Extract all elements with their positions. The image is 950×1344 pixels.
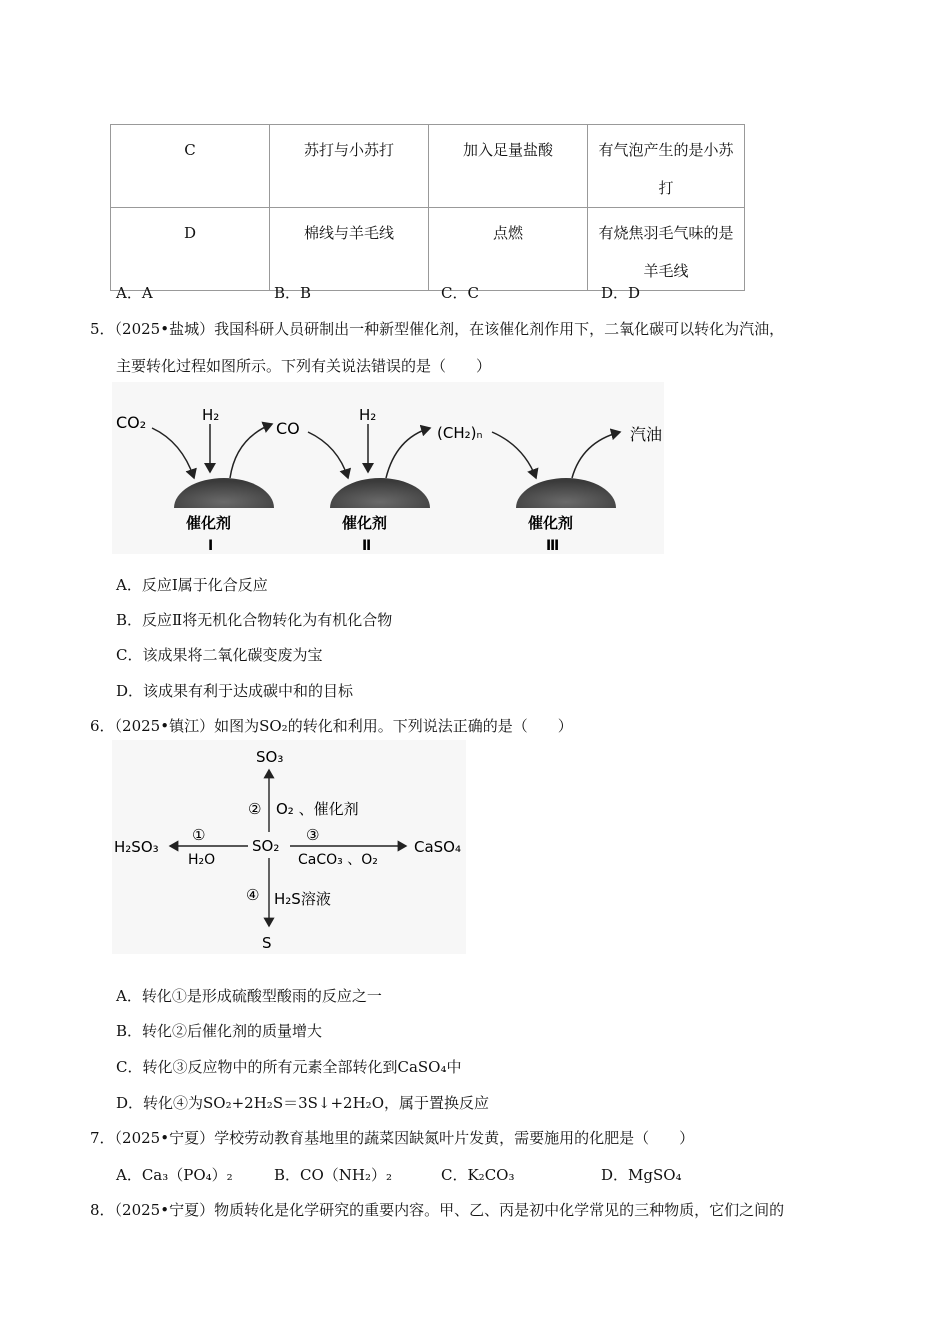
q6-option-d[interactable]: D．转化④为SO₂+2H₂S＝3S↓+2H₂O，属于置换反应	[116, 1094, 489, 1112]
q5-stem-line2: 主要转化过程如图所示。下列有关说法错误的是（ ）	[116, 357, 492, 375]
table-cell: 苏打与小苏打	[270, 125, 429, 208]
table-row	[111, 125, 745, 208]
q5-stem	[90, 318, 784, 339]
question-text: 的转化和利用。下列说法正确的是（ ）	[287, 717, 573, 735]
q5-option-c[interactable]: C．该成果将二氧化碳变废为宝	[116, 646, 323, 664]
table-cell: 棉线与羊毛线	[270, 208, 429, 291]
cell-line: 有烧焦羽毛气味的是	[598, 224, 734, 242]
q6-stem	[90, 715, 573, 736]
q6-option-a[interactable]: A．转化①是形成硫酸型酸雨的反应之一	[116, 987, 382, 1005]
cell-line: 有气泡产生的是小苏	[598, 141, 734, 159]
marker-4: ④	[246, 886, 260, 904]
marker-2: ②	[248, 800, 262, 818]
q6-conversion-diagram	[112, 740, 466, 954]
catalyst-label-2: 催化剂	[342, 514, 388, 532]
question-text: 物质转化是化学研究的重要内容。甲、乙、丙是初中化学常见的三种物质，它们之间的	[214, 1201, 785, 1219]
condition-2: O₂ 、催化剂	[276, 800, 359, 818]
question-source: （2025•宁夏）	[114, 1129, 215, 1147]
table-cell: C	[111, 125, 270, 208]
catalyst-label-1: 催化剂	[186, 514, 232, 532]
formula-so2: SO₂	[259, 717, 288, 735]
comparison-table	[110, 124, 745, 291]
question-source: （2025•盐城）	[114, 320, 215, 338]
question-number: 8．	[90, 1201, 115, 1219]
question-source: （2025•镇江）	[114, 717, 215, 735]
condition-4: H₂S溶液	[274, 890, 331, 908]
label-ch2n: (CH₂)ₙ	[437, 424, 483, 442]
q7-option-a[interactable]: A．Ca₃（PO₄）₂	[116, 1166, 233, 1184]
q6-option-b[interactable]: B．转化②后催化剂的质量增大	[116, 1022, 323, 1040]
q6-option-c[interactable]: C．转化③反应物中的所有元素全部转化到CaSO₄中	[116, 1058, 462, 1076]
answer-option-d[interactable]: D．D	[601, 284, 641, 302]
q8-stem	[90, 1199, 784, 1220]
q7-stem	[90, 1127, 694, 1148]
stage-label-1: Ⅰ	[208, 538, 214, 554]
catalyst-label-3: 催化剂	[528, 514, 574, 532]
condition-3: CaCO₃ 、O₂	[298, 852, 378, 868]
table-cell	[588, 125, 745, 208]
q7-option-d[interactable]: D．MgSO₄	[601, 1166, 682, 1184]
label-h2-1: H₂	[202, 406, 220, 424]
stage-label-3: Ⅲ	[546, 538, 560, 554]
question-text: 我国科研人员研制出一种新型催化剂，在该催化剂作用下，二氧化碳可以转化为汽油，	[214, 320, 785, 338]
label-co2: CO₂	[116, 413, 147, 432]
q7-option-c[interactable]: C．K₂CO₃	[441, 1166, 515, 1184]
question-text: 学校劳动教育基地里的蔬菜因缺氮叶片发黄，需要施用的化肥是（ ）	[214, 1129, 695, 1147]
q5-option-a[interactable]: A．反应Ⅰ属于化合反应	[116, 576, 268, 594]
cell-line: 羊毛线	[643, 262, 689, 280]
label-co: CO	[276, 419, 300, 438]
answer-option-a[interactable]: A．A	[116, 284, 153, 302]
label-so2: SO₂	[252, 837, 280, 855]
question-source: （2025•宁夏）	[114, 1201, 215, 1219]
answer-option-b[interactable]: B．B	[274, 284, 312, 302]
q7-option-b[interactable]: B．CO（NH₂）₂	[274, 1166, 393, 1184]
table-cell: D	[111, 208, 270, 291]
condition-1: H₂O	[188, 852, 216, 868]
question-number: 7．	[90, 1129, 115, 1147]
table-cell: 加入足量盐酸	[429, 125, 588, 208]
table-row	[111, 208, 745, 291]
question-number: 6．	[90, 717, 115, 735]
cell-line: 打	[658, 179, 674, 197]
question-text: 如图为	[214, 717, 260, 735]
marker-3: ③	[306, 826, 320, 844]
table-cell: 点燃	[429, 208, 588, 291]
label-so3: SO₃	[256, 748, 284, 766]
label-h2-2: H₂	[359, 406, 377, 424]
stage-label-2: Ⅱ	[362, 538, 372, 554]
q5-option-d[interactable]: D．该成果有利于达成碳中和的目标	[116, 682, 354, 700]
marker-1: ①	[192, 826, 206, 844]
q5-option-b[interactable]: B．反应Ⅱ将无机化合物转化为有机化合物	[116, 611, 393, 629]
label-s: S	[262, 934, 272, 952]
table-cell	[588, 208, 745, 291]
q5-reaction-diagram	[112, 382, 664, 554]
label-h2so3: H₂SO₃	[114, 838, 159, 856]
label-gasoline: 汽油	[630, 425, 663, 444]
label-caso4: CaSO₄	[414, 838, 462, 856]
answer-option-c[interactable]: C．C	[441, 284, 479, 302]
question-number: 5．	[90, 320, 115, 338]
